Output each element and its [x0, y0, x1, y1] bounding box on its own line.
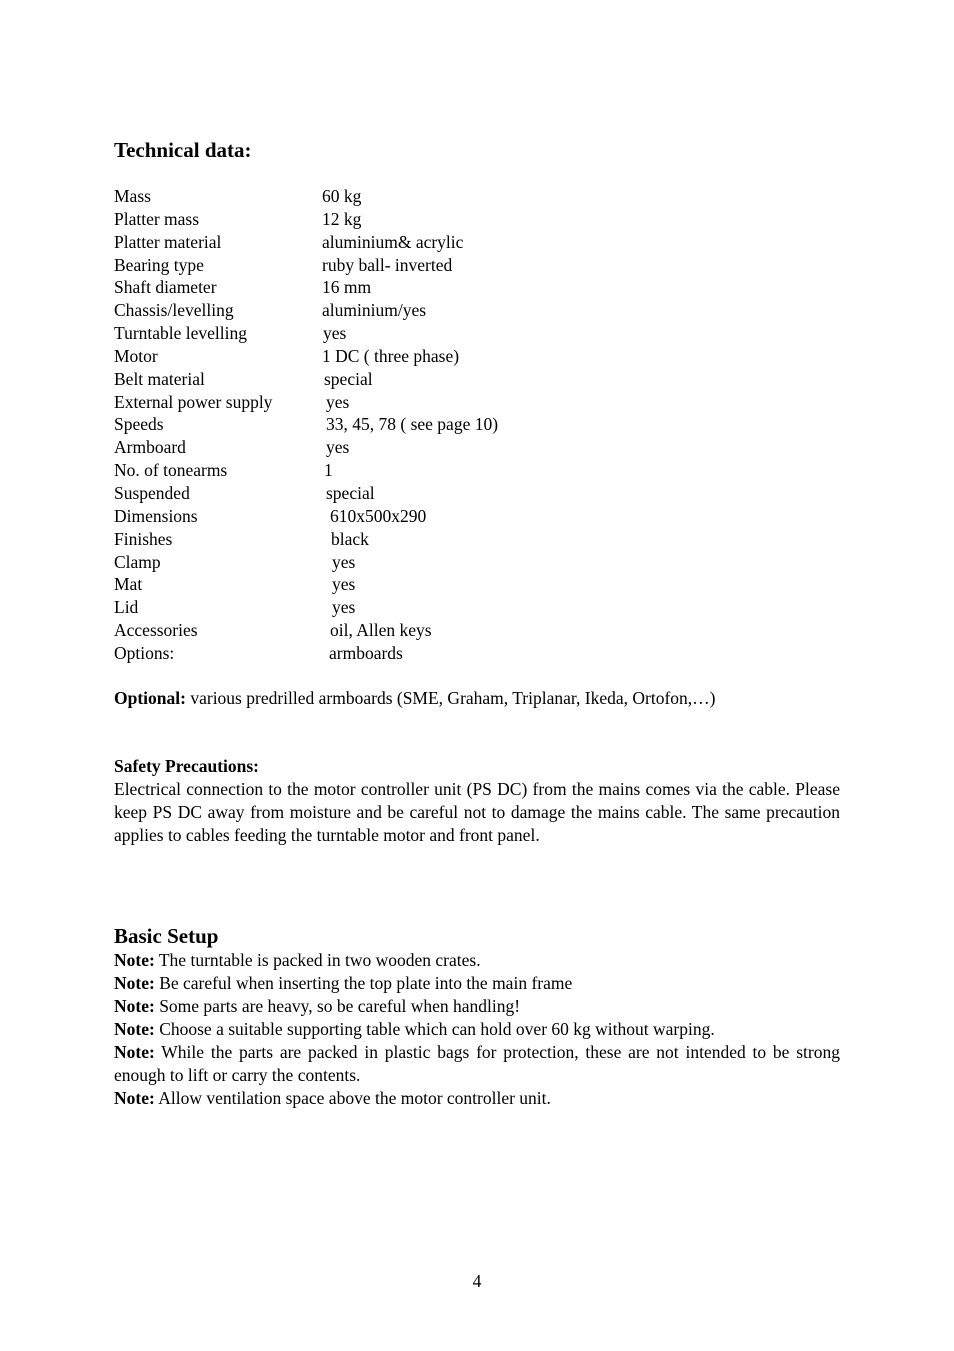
spec-value: special [324, 368, 373, 389]
spec-value: yes [323, 323, 347, 344]
spec-label: Motor [114, 345, 158, 366]
note-label: Note: [114, 996, 155, 1016]
spec-label: Platter material [114, 231, 222, 252]
note-text: While the parts are packed in plastic bags for protection, these are not intended to be strong enough to lift or carry the contents. [114, 1042, 840, 1085]
setup-note [114, 995, 520, 1018]
setup-note [114, 1018, 715, 1041]
spec-row [114, 482, 714, 505]
safety-heading: Safety Precautions: [114, 756, 259, 776]
note-label: Note: [114, 1019, 155, 1039]
spec-row [114, 208, 714, 231]
spec-row [114, 413, 714, 436]
page-number: 4 [472, 1271, 482, 1291]
spec-label: Platter mass [114, 208, 200, 229]
spec-value: 1 DC ( three phase) [322, 345, 460, 366]
spec-value: 33, 45, 78 ( see page 10) [326, 414, 499, 435]
note-text: Be careful when inserting the top plate into the main frame [154, 973, 573, 993]
spec-row [114, 254, 714, 277]
document-page [114, 0, 840, 1351]
spec-label: Mass [114, 186, 151, 206]
spec-label: Finishes [114, 528, 173, 549]
spec-value: special [326, 482, 375, 503]
setup-note [114, 949, 481, 972]
spec-row [114, 551, 714, 574]
spec-value: 610x500x290 [330, 505, 427, 526]
spec-value: yes [332, 574, 356, 595]
spec-label: Shaft diameter [114, 277, 217, 298]
technical-data-heading: Technical data: [114, 138, 252, 162]
spec-value: ruby ball- inverted [322, 254, 453, 275]
spec-row [114, 459, 714, 482]
note-text: The turntable is packed in two wooden crates. [154, 950, 481, 970]
spec-value: yes [332, 551, 356, 572]
spec-label: Options: [114, 642, 175, 663]
spec-value: oil, Allen keys [330, 620, 432, 641]
spec-row [114, 185, 714, 208]
spec-label: Speeds [114, 414, 164, 435]
spec-label: Armboard [114, 437, 186, 458]
spec-row [114, 436, 714, 459]
spec-row [114, 505, 714, 528]
spec-value: yes [326, 437, 350, 458]
spec-label: External power supply [114, 391, 273, 412]
spec-label: Chassis/levelling [114, 300, 234, 321]
optional-text: various predrilled armboards (SME, Graham, Triplanar, Ikeda, Ortofon,…) [185, 688, 716, 708]
spec-value: armboards [329, 642, 403, 663]
spec-row [114, 619, 714, 642]
spec-value: aluminium/yes [322, 300, 427, 321]
note-label: Note: [114, 973, 155, 993]
spec-row [114, 391, 714, 414]
note-label: Note: [114, 1042, 155, 1062]
setup-note [114, 1087, 551, 1110]
spec-row [114, 642, 714, 665]
spec-label: No. of tonearms [114, 460, 228, 481]
spec-row [114, 299, 714, 322]
spec-label: Accessories [114, 620, 198, 641]
spec-label: Mat [114, 574, 143, 595]
spec-value: 1 [324, 460, 333, 481]
spec-value: 12 kg [322, 208, 362, 229]
spec-label: Belt material [114, 368, 205, 389]
optional-line [114, 687, 716, 710]
optional-label: Optional: [114, 688, 186, 708]
safety-paragraph: Electrical connection to the motor controller unit (PS DC) from the mains comes via the cable. Please keep PS DC away from moisture and be careful not to damage the mains cable. The same precaution applies to cables feeding the turntable motor and front panel. [114, 779, 840, 845]
note-text: Choose a suitable supporting table which can hold over 60 kg without warping. [154, 1019, 715, 1039]
spec-label: Bearing type [114, 254, 204, 275]
spec-row [114, 276, 714, 299]
technical-data-table [114, 185, 714, 665]
spec-row [114, 528, 714, 551]
spec-row [114, 231, 714, 254]
spec-label: Dimensions [114, 505, 198, 526]
spec-row [114, 345, 714, 368]
note-label: Note: [114, 950, 155, 970]
spec-row [114, 368, 714, 391]
setup-note [114, 1041, 840, 1087]
basic-setup-heading: Basic Setup [114, 924, 219, 948]
spec-label: Turntable levelling [114, 323, 248, 344]
spec-value: yes [332, 597, 356, 618]
spec-value: black [331, 528, 369, 549]
spec-label: Clamp [114, 551, 161, 572]
note-text: Allow ventilation space above the motor controller unit. [154, 1088, 551, 1108]
spec-label: Suspended [114, 482, 190, 503]
spec-value: yes [326, 391, 350, 412]
spec-value: 16 mm [322, 277, 372, 298]
note-text: Some parts are heavy, so be careful when handling! [154, 996, 521, 1016]
spec-label: Lid [114, 597, 139, 618]
spec-value: aluminium& acrylic [322, 231, 464, 252]
spec-row [114, 596, 714, 619]
spec-value: 60 kg [322, 186, 362, 206]
note-label: Note: [114, 1088, 155, 1108]
spec-row [114, 322, 714, 345]
setup-note [114, 972, 572, 995]
spec-row [114, 573, 714, 596]
